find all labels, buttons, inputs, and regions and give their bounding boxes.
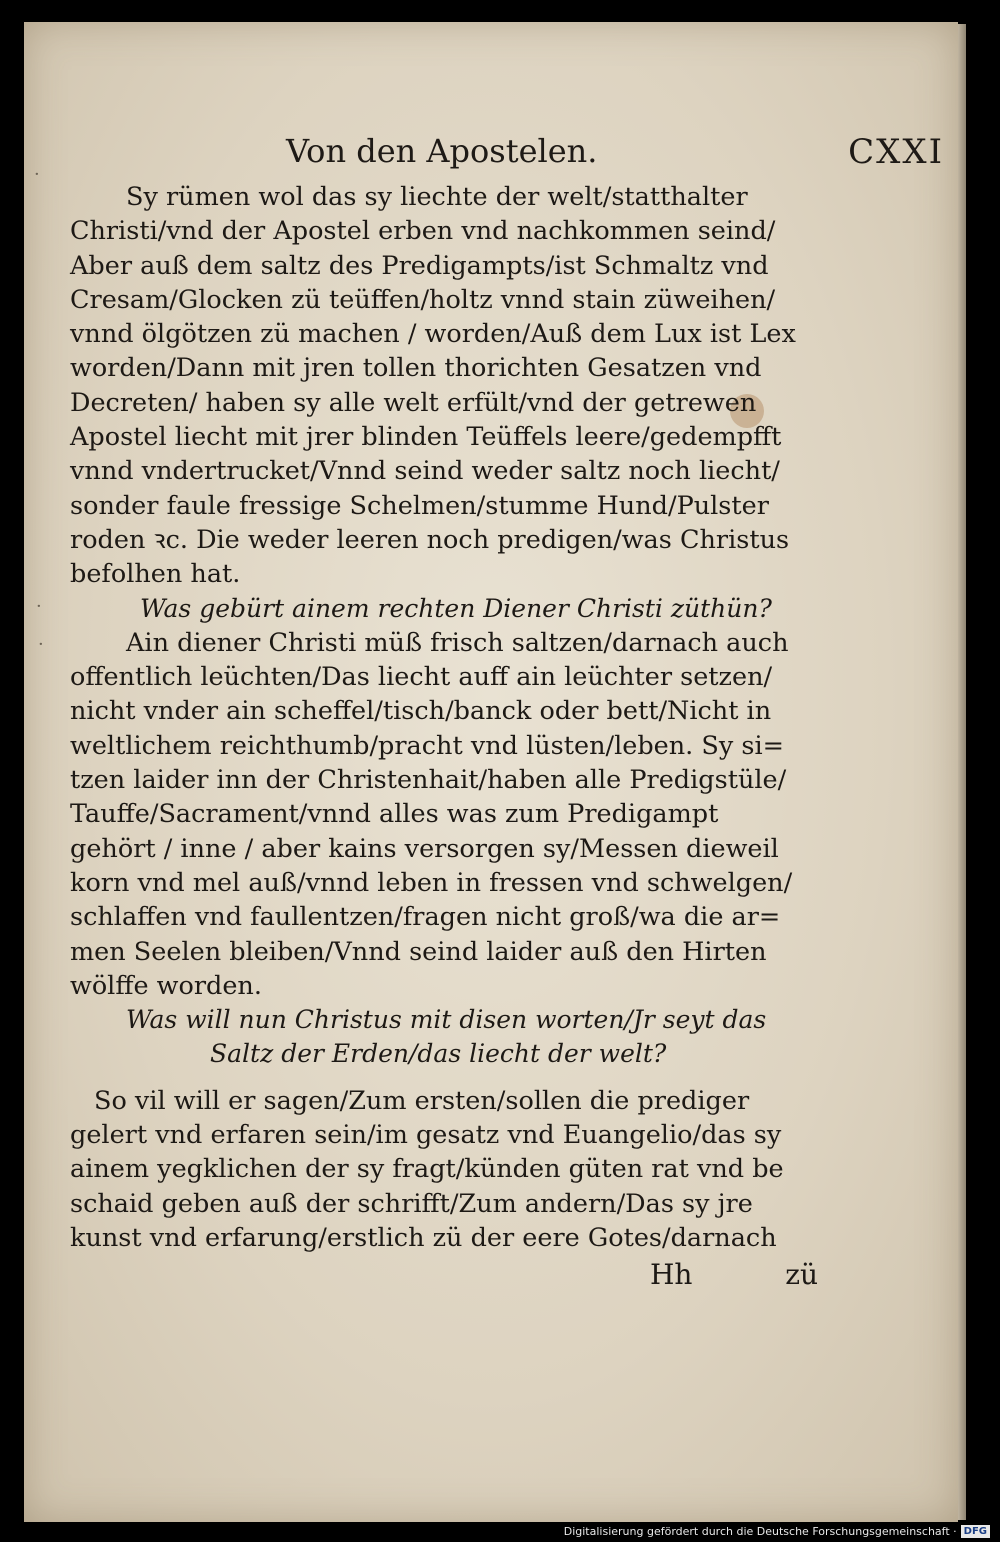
text-line: vnnd ölgötzen zü machen / worden/Auß dem Lux ist Lex	[70, 319, 796, 350]
text-line: gehört / inne / aber kains versorgen sy/Messen dieweil	[70, 833, 779, 864]
text-line: gelert vnd erfaren sein/im gesatz vnd Euangelio/das sy	[70, 1120, 782, 1151]
text-line: tzen laider inn der Christenhait/haben alle Predigstüle/	[70, 765, 787, 796]
text-line: Sy rümen wol das sy liechte der welt/statthalter	[126, 182, 748, 212]
text-line: korn vnd mel auß/vnnd leben in fressen vnd schwelgen/	[70, 867, 793, 898]
text-line: men Seelen bleiben/Vnnd seind laider auß den Hirten	[70, 936, 767, 967]
section-heading: Was gebürt ainem rechten Diener Christi züthün?	[140, 593, 772, 623]
text-line: Tauffe/Sacrament/vnnd alles was zum Predigampt	[70, 799, 719, 830]
body-text	[70, 180, 830, 1255]
text-line: offentlich leüchten/Das liecht auff ain leüchter setzen/	[70, 662, 773, 693]
text-line: So vil will er sagen/Zum ersten/sollen die prediger	[94, 1085, 750, 1116]
text-line: befolhen hat.	[70, 559, 241, 590]
text-line: Apostel liecht mit jrer blinden Teüffels leere/gedempfft	[70, 422, 782, 453]
text-line: worden/Dann mit jren tollen thorichten Gesatzen vnd	[70, 353, 762, 384]
folio-number: CXXI	[848, 132, 944, 172]
page-header	[274, 132, 944, 176]
text-line: Christi/vnd der Apostel erben vnd nachkommen seind/	[70, 216, 776, 247]
digitization-credit	[564, 1525, 990, 1538]
book-page	[24, 22, 958, 1522]
text-line: Cresam/Glocken zü teüffen/holtz vnnd stain züweihen/	[70, 284, 776, 315]
text-line: wölffe worden.	[70, 970, 262, 1001]
catchword: zü	[785, 1258, 818, 1291]
text-line: Decreten/ haben sy alle welt erfült/vnd der getrewen	[70, 387, 757, 418]
text-line: weltlichem reichthumb/pracht vnd lüsten/leben. Sy si=	[70, 730, 784, 761]
text-line: Ain diener Christi müß frisch saltzen/darnach auch	[126, 627, 789, 658]
dfg-logo-icon: DFG	[961, 1525, 990, 1538]
text-line: ainem yegklichen der sy fragt/künden güten rat vnd be	[70, 1154, 784, 1185]
section-heading: Saltz der Erden/das liecht der welt?	[210, 1039, 667, 1069]
signature-mark: Hh	[650, 1258, 693, 1291]
margin-mark: ·	[36, 596, 42, 617]
margin-mark: ·	[34, 164, 40, 185]
page-footer	[70, 1258, 830, 1298]
text-line: vnnd vndertrucket/Vnnd seind weder saltz noch liecht/	[70, 456, 780, 487]
margin-mark: ·	[38, 634, 44, 655]
text-line: schlaffen vnd faullentzen/fragen nicht groß/wa die ar=	[70, 902, 781, 933]
text-line: nicht vnder ain scheffel/tisch/banck oder bett/Nicht in	[70, 696, 772, 727]
running-title: Von den Apostelen.	[286, 132, 598, 170]
text-line: sonder faule fressige Schelmen/stumme Hund/Pulster	[70, 490, 769, 521]
credit-text: Digitalisierung gefördert durch die Deutsche Forschungsgemeinschaft ·	[563, 1525, 957, 1538]
section-heading: Was will nun Christus mit disen worten/Jr seyt das	[126, 1005, 767, 1035]
text-line: schaid geben auß der schrifft/Zum andern/Das sy jre	[70, 1188, 753, 1219]
text-line: kunst vnd erfarung/erstlich zü der eere Gotes/darnach	[70, 1222, 777, 1253]
text-line: roden ꝛc. Die weder leeren noch predigen/was Christus	[70, 524, 790, 555]
page-edge	[958, 24, 966, 1520]
text-line: Aber auß dem saltz des Predigampts/ist Schmaltz vnd	[70, 250, 769, 281]
